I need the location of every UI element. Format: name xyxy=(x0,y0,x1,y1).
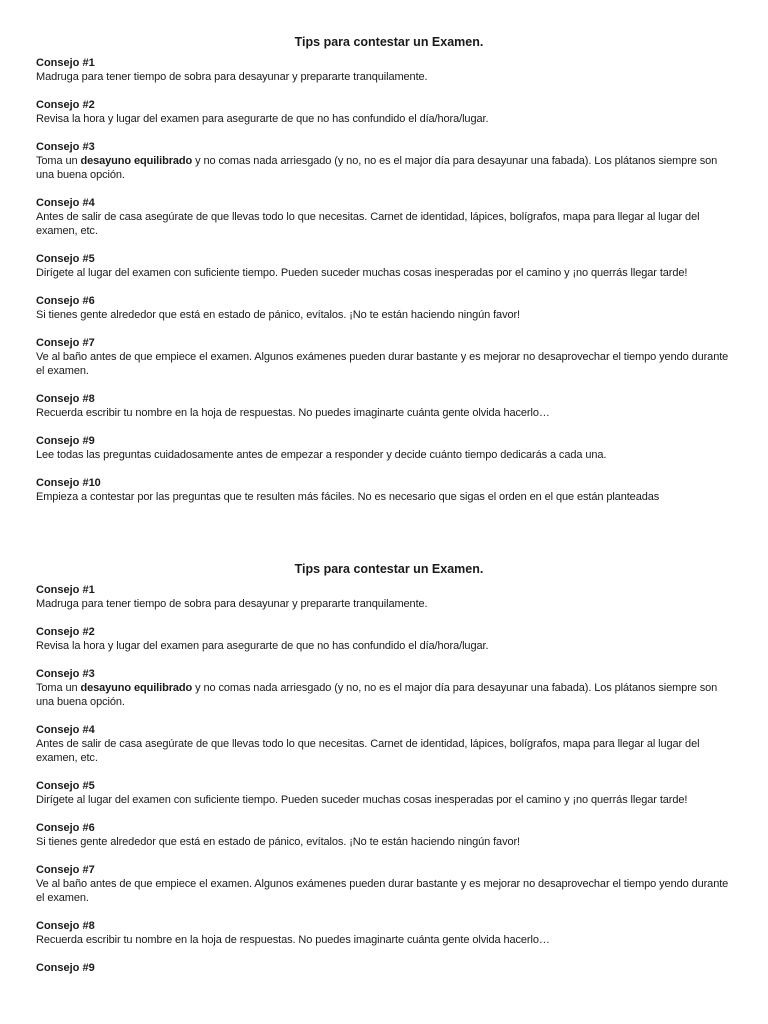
tip-text: Ve al baño antes de que empiece el examen. Algunos exámenes pueden durar bastante y es mejorar no desaprovechar el tiempo yendo durante el examen. xyxy=(36,878,729,904)
tip-heading: Consejo #7 xyxy=(36,337,95,349)
tip-heading: Consejo #7 xyxy=(36,864,95,876)
tip-item xyxy=(36,98,732,126)
tip-item xyxy=(36,583,732,611)
tip-heading: Consejo #2 xyxy=(36,99,95,111)
tip-item xyxy=(36,779,732,807)
tip-heading: Consejo #6 xyxy=(36,295,95,307)
tip-text: Antes de salir de casa asegúrate de que llevas todo lo que necesitas. Carnet de identidad, lápices, bolígrafos, mapa para llegar al lugar del examen, etc. xyxy=(36,211,700,237)
tip-heading: Consejo #9 xyxy=(36,435,95,447)
tip-text-bold: desayuno equilibrado xyxy=(80,682,193,694)
tip-text: Recuerda escribir tu nombre en la hoja de respuestas. No puedes imaginarte cuánta gente olvida hacerlo… xyxy=(36,407,550,419)
tip-item xyxy=(36,476,732,504)
page-title: Tips para contestar un Examen. xyxy=(294,35,484,49)
tip-heading: Consejo #1 xyxy=(36,584,95,596)
tip-item xyxy=(36,821,732,849)
tip-text: Si tienes gente alrededor que está en estado de pánico, evítalos. ¡No te están haciendo ningún favor! xyxy=(36,836,521,848)
tip-heading: Consejo #8 xyxy=(36,920,95,932)
tip-text: Ve al baño antes de que empiece el examen. Algunos exámenes pueden durar bastante y es mejorar no desaprovechar el tiempo yendo durante el examen. xyxy=(36,351,729,377)
tip-text: Dirígete al lugar del examen con suficiente tiempo. Pueden suceder muchas cosas inesperadas por el camino y ¡no querrás llegar tarde! xyxy=(36,267,688,279)
tip-item xyxy=(36,196,732,238)
tip-item xyxy=(36,919,732,947)
tip-text: Revisa la hora y lugar del examen para asegurarte de que no has confundido el día/hora/lugar. xyxy=(36,640,489,652)
tip-heading: Consejo #10 xyxy=(36,477,101,489)
tip-item xyxy=(36,140,732,182)
tip-text: Recuerda escribir tu nombre en la hoja de respuestas. No puedes imaginarte cuánta gente olvida hacerlo… xyxy=(36,934,550,946)
tip-text: Si tienes gente alrededor que está en estado de pánico, evítalos. ¡No te están haciendo ningún favor! xyxy=(36,309,521,321)
tip-item xyxy=(36,961,732,975)
tip-heading: Consejo #5 xyxy=(36,780,95,792)
tip-heading: Consejo #8 xyxy=(36,393,95,405)
tip-item xyxy=(36,434,732,462)
tip-text: Dirígete al lugar del examen con suficiente tiempo. Pueden suceder muchas cosas inesperadas por el camino y ¡no querrás llegar tarde! xyxy=(36,794,688,806)
tip-text-after: y no comas nada arriesgado (y no, no es el major día para desayunar una fabada). Los plátanos siempre son una buena opción. xyxy=(36,682,718,708)
tip-text: Lee todas las preguntas cuidadosamente antes de empezar a responder y decide cuánto tiempo dedicarás a cada una. xyxy=(36,449,607,461)
tip-text: Antes de salir de casa asegúrate de que llevas todo lo que necesitas. Carnet de identidad, lápices, bolígrafos, mapa para llegar al lugar del examen, etc. xyxy=(36,738,700,764)
tip-item xyxy=(36,625,732,653)
tip-heading: Consejo #2 xyxy=(36,626,95,638)
tip-text-after: y no comas nada arriesgado (y no, no es el major día para desayunar una fabada). Los plátanos siempre son una buena opción. xyxy=(36,155,718,181)
tip-text-bold: desayuno equilibrado xyxy=(80,155,193,167)
tip-item xyxy=(36,252,732,280)
tip-text xyxy=(36,681,732,709)
tip-item xyxy=(36,392,732,420)
tip-item xyxy=(36,56,732,84)
page-title: Tips para contestar un Examen. xyxy=(294,562,484,576)
tip-heading: Consejo #9 xyxy=(36,962,95,974)
tip-heading: Consejo #6 xyxy=(36,822,95,834)
tip-heading: Consejo #1 xyxy=(36,57,95,69)
tip-item xyxy=(36,667,732,709)
tip-text: Empieza a contestar por las preguntas que te resulten más fáciles. No es necesario que sigas el orden en el que están planteadas xyxy=(36,491,660,503)
tip-item xyxy=(36,294,732,322)
tip-heading: Consejo #3 xyxy=(36,668,95,680)
tip-item xyxy=(36,863,732,905)
tip-item xyxy=(36,723,732,765)
tip-text-before: Toma un xyxy=(36,155,81,167)
tip-text xyxy=(36,154,732,182)
tip-text: Madruga para tener tiempo de sobra para desayunar y prepararte tranquilamente. xyxy=(36,71,428,83)
tip-text-before: Toma un xyxy=(36,682,81,694)
tip-heading: Consejo #4 xyxy=(36,197,95,209)
tip-item xyxy=(36,336,732,378)
document-page-2 xyxy=(0,561,768,975)
tip-heading: Consejo #4 xyxy=(36,724,95,736)
tip-heading: Consejo #5 xyxy=(36,253,95,265)
tip-heading: Consejo #3 xyxy=(36,141,95,153)
tip-text: Madruga para tener tiempo de sobra para desayunar y prepararte tranquilamente. xyxy=(36,598,428,610)
document-page-1 xyxy=(0,34,768,504)
tip-text: Revisa la hora y lugar del examen para asegurarte de que no has confundido el día/hora/lugar. xyxy=(36,113,489,125)
